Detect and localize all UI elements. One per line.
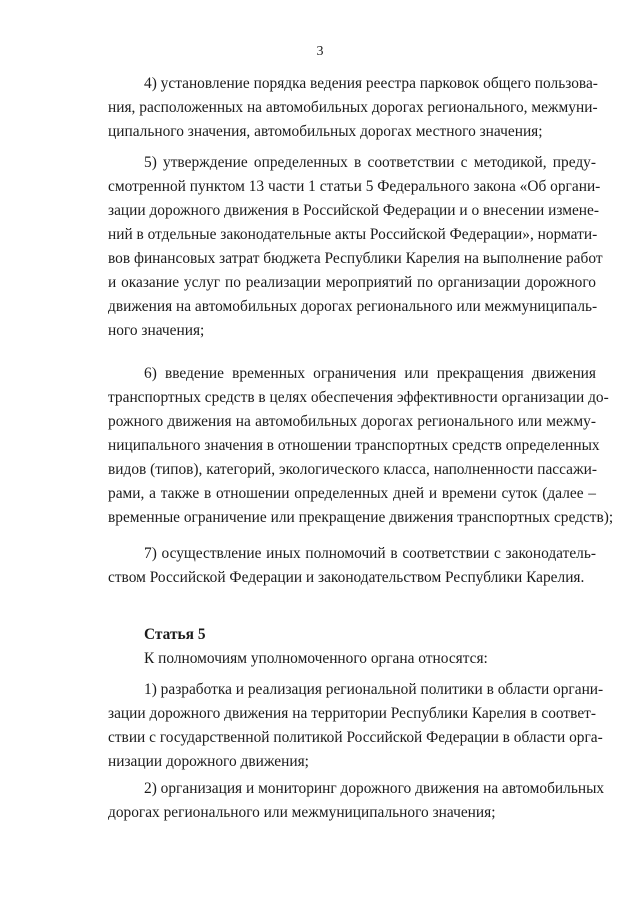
paragraph-line: ний в отдельные законодательные акты Российской Федерации», нормати- bbox=[108, 226, 598, 243]
paragraph-line: дорогах регионального или межмуниципального значения; bbox=[108, 804, 496, 821]
paragraph-line: вов финансовых затрат бюджета Республики Карелия на выполнение работ bbox=[108, 250, 603, 267]
paragraph-line: рами, а также в отношении определенных дней и времени суток (далее – bbox=[108, 485, 596, 502]
paragraph-line: смотренной пунктом 13 части 1 статьи 5 Федерального закона «Об органи- bbox=[108, 178, 601, 195]
paragraph-line: и оказание услуг по реализации мероприятий по организации дорожного bbox=[108, 274, 596, 291]
paragraph-line: движения на автомобильных дорогах регионального или межмуниципаль- bbox=[108, 298, 598, 315]
paragraph-line: низации дорожного движения; bbox=[108, 753, 309, 770]
paragraph-line: ного значения; bbox=[108, 322, 205, 339]
article-heading: Статья 5 bbox=[144, 626, 206, 643]
paragraph-line: ствии с государственной политикой Российской Федерации в области орга- bbox=[108, 729, 603, 746]
paragraph-line: 2) организация и мониторинг дорожного движения на автомобильных bbox=[144, 780, 605, 797]
paragraph-line: 1) разработка и реализация региональной политики в области органи- bbox=[144, 681, 604, 698]
paragraph-line: транспортных средств в целях обеспечения эффективности организации до- bbox=[108, 389, 609, 406]
paragraph-line: ципального значения, автомобильных дорогах местного значения; bbox=[108, 123, 543, 140]
page-number: 3 bbox=[316, 44, 324, 59]
paragraph-line: 7) осуществление иных полномочий в соответствии с законодатель- bbox=[144, 545, 596, 562]
paragraph-line: зации дорожного движения на территории Республики Карелия в соответ- bbox=[108, 705, 596, 722]
paragraph-line: зации дорожного движения в Российской Федерации и о внесении измене- bbox=[108, 202, 599, 219]
article-intro: К полномочиям уполномоченного органа относятся: bbox=[144, 650, 488, 667]
paragraph-line: ниципального значения в отношении транспортных средств определенных bbox=[108, 437, 600, 454]
paragraph-line: рожного движения на автомобильных дорогах регионального или межму- bbox=[108, 413, 596, 430]
paragraph-line: временные ограничение или прекращение движения транспортных средств); bbox=[108, 509, 614, 526]
paragraph-line: ния, расположенных на автомобильных дорогах регионального, межмуни- bbox=[108, 99, 598, 116]
paragraph-line: 6) введение временных ограничения или прекращения движения bbox=[144, 365, 596, 382]
paragraph-line: ством Российской Федерации и законодательством Республики Карелия. bbox=[108, 569, 585, 586]
paragraph-line: видов (типов), категорий, экологического класса, наполненности пассажи- bbox=[108, 461, 597, 478]
paragraph-line: 4) установление порядка ведения реестра парковок общего пользова- bbox=[144, 75, 598, 92]
paragraph-line: 5) утверждение определенных в соответствии с методикой, преду- bbox=[144, 154, 596, 171]
